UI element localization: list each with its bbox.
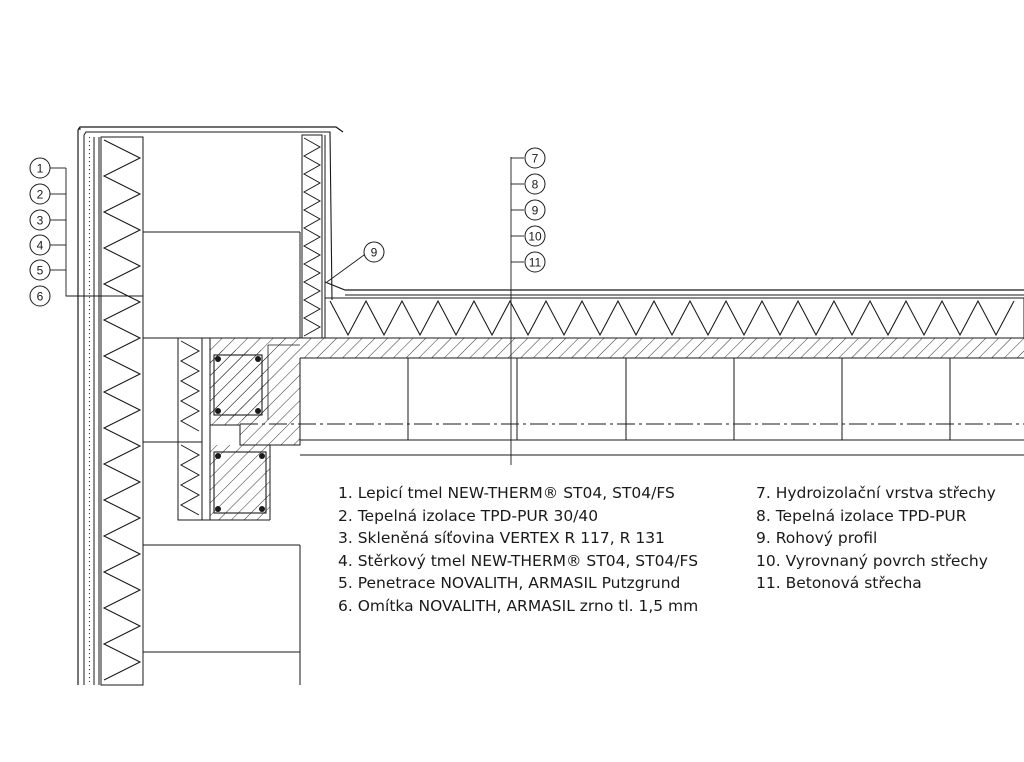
wall-callout-2 (30, 184, 50, 204)
legend-wall-layers (338, 482, 698, 618)
roof-callout-10 (525, 226, 545, 246)
corner-callout-number: 9 (370, 245, 378, 260)
wall-legend-item: 1. Lepicí tmel NEW-THERM® ST04, ST04/FS (338, 484, 675, 502)
wall-legend-item: 3. Skleněná síťovina VERTEX R 117, R 131 (338, 529, 665, 548)
ring-beam-lower (178, 445, 270, 520)
wall-callout-number: 3 (36, 213, 44, 228)
wall-legend-item: 6. Omítka NOVALITH, ARMASIL zrno tl. 1,5 mm (338, 596, 699, 615)
wall-callout-number: 4 (36, 238, 44, 253)
wall-callout-3 (30, 210, 50, 230)
roof-callout-number: 10 (528, 229, 542, 244)
ring-beam-insulation (178, 338, 202, 520)
roof-legend-item: 8. Tepelná izolace TPD-PUR (756, 506, 967, 525)
corner-profile-leader (327, 255, 364, 282)
roof-callout-8 (525, 174, 545, 194)
wall-render-layers (78, 128, 99, 685)
roof-callout-number: 8 (531, 177, 539, 192)
roof-callout-group (511, 148, 545, 465)
roof-callout-number: 7 (531, 151, 539, 166)
roof-callout-number: 9 (531, 203, 539, 218)
roof-callout-11 (525, 252, 545, 272)
legend-roof-layers (756, 482, 996, 595)
wall-insulation (101, 137, 143, 685)
roof-legend-item: 10. Vyrovnaný povrch střechy (756, 551, 988, 570)
roof-insulation (325, 282, 1024, 338)
wall-callout-6 (30, 286, 50, 306)
wall-callout-4 (30, 235, 50, 255)
wall-callout-number: 5 (36, 263, 44, 278)
wall-callout-1 (30, 158, 50, 178)
roof-callout-number: 11 (528, 255, 542, 270)
roof-callout-9 (525, 200, 545, 220)
wall-legend-item: 4. Stěrkový tmel NEW-THERM® ST04, ST04/FS (338, 551, 699, 570)
wall-callout-number: 6 (36, 289, 44, 304)
wall-callout-number: 2 (36, 187, 44, 202)
ceiling-blocks (240, 358, 1024, 455)
ring-beam-upper (210, 350, 268, 420)
parapet-insulation (302, 135, 325, 338)
corner-callout (364, 242, 384, 262)
roof-callout-7 (525, 148, 545, 168)
wall-legend-item: 2. Tepelná izolace TPD-PUR 30/40 (338, 506, 599, 525)
wall-callout-number: 1 (36, 161, 44, 176)
roof-legend-item: 9. Rohový profil (756, 529, 878, 548)
roof-legend-item: 11. Betonová střecha (756, 574, 922, 593)
wall-callout-5 (30, 260, 50, 280)
wall-legend-item: 5. Penetrace NOVALITH, ARMASIL Putzgrund (338, 574, 681, 593)
roof-legend-item: 7. Hydroizolační vrstva střechy (756, 484, 996, 502)
